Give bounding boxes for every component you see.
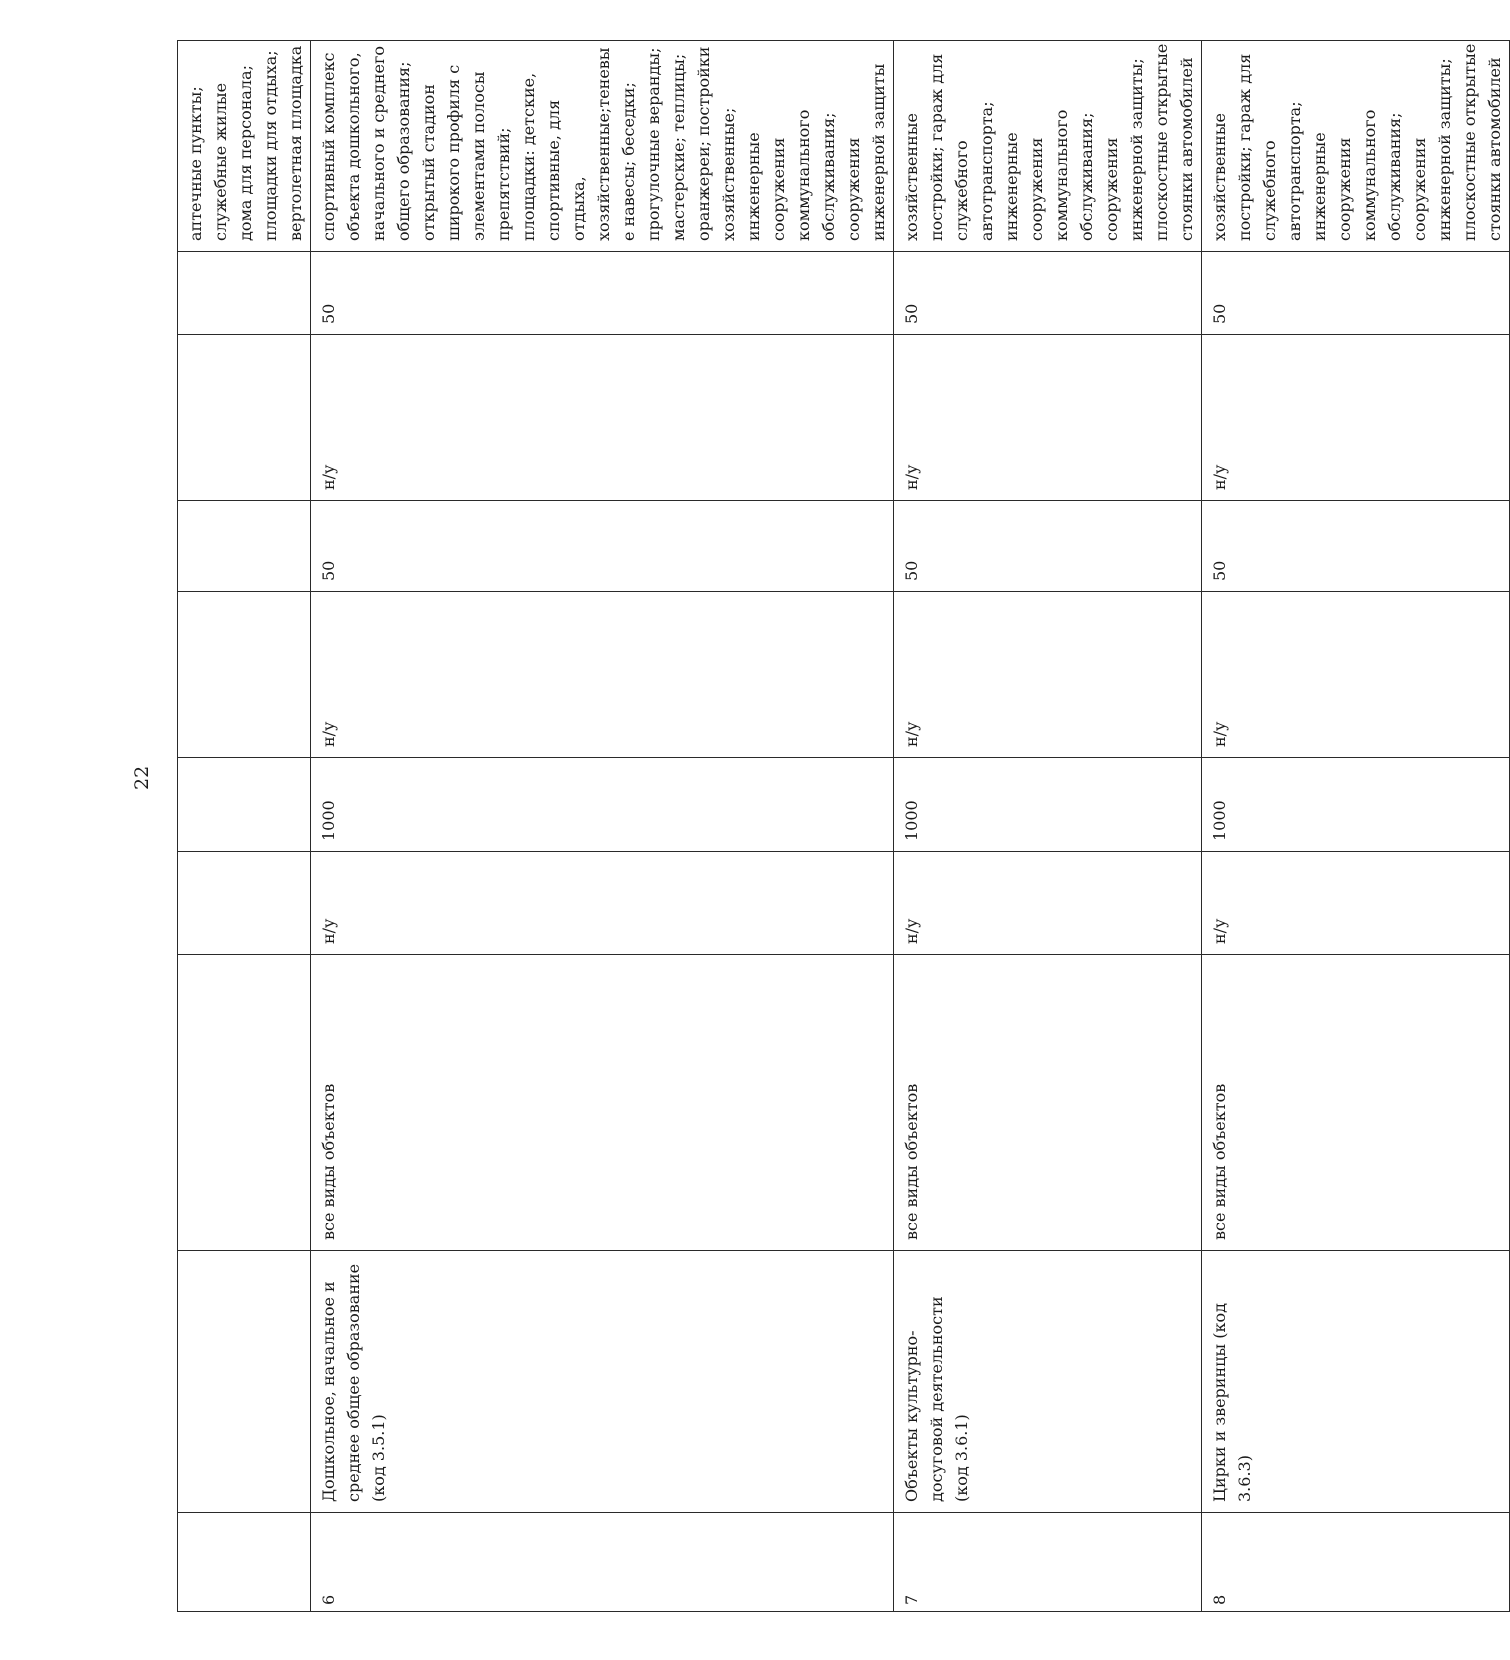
cell-auxiliary-structures: аптечные пункты; служебные жилые дома для персонала; площадки для отдыха; вертолетная площадка — [178, 41, 311, 252]
cell-empty — [178, 592, 311, 758]
cell-min-floors: н/у — [1202, 335, 1510, 501]
cell-object-types: все виды объектов — [311, 955, 894, 1251]
rotated-table-container — [177, 41, 1504, 1612]
cell-object-types: все виды объектов — [894, 955, 1202, 1251]
cell-max-area: 1000 — [311, 758, 894, 852]
cell-auxiliary-structures: спортивный комплекс объекта дошкольного, начального и среднего общего образования; открытый стадион широкого профиля с элементами полосы препятствий; площадки: детские, спортивные, для отдыха, хозяйственные;теневые навесы; беседки; прогулочные веранды; мастерские; теплицы; оранжереи; постройки хозяйственные; инженерные сооружения коммунального обслуживания; сооружения инженерной защиты — [311, 41, 894, 252]
cell-permitted-use: Цирки и зверинцы (код 3.6.3) — [1202, 1251, 1510, 1513]
cell-permitted-use: Дошкольное, начальное и среднее общее образование (код 3.5.1) — [311, 1251, 894, 1513]
cell-auxiliary-structures: хозяйственные постройки; гараж для служебного автотранспорта; инженерные сооружения коммунального обслуживания; сооружения инженерной защиты; плоскостные открытые стоянки автомобилей — [894, 41, 1202, 252]
cell-empty — [178, 955, 311, 1251]
cell-min-setback: н/у — [311, 592, 894, 758]
cell-auxiliary-structures: хозяйственные постройки; гараж для служебного автотранспорта; инженерные сооружения коммунального обслуживания; сооружения инженерной защиты; плоскостные открытые стоянки автомобилей — [1202, 41, 1510, 252]
cell-max-area: 1000 — [1202, 758, 1510, 852]
cell-max-coverage: 50 — [311, 501, 894, 592]
zoning-table — [177, 40, 1510, 1612]
cell-max-area: 1000 — [894, 758, 1202, 852]
cell-empty — [178, 1251, 311, 1513]
cell-max-height: 50 — [1202, 252, 1510, 335]
cell-min-floors: н/у — [894, 335, 1202, 501]
table-row — [894, 41, 1202, 1612]
cell-empty — [178, 335, 311, 501]
cell-empty — [178, 758, 311, 852]
cell-object-types: все виды объектов — [1202, 955, 1510, 1251]
page-number: 22 — [131, 765, 153, 790]
cell-empty — [178, 501, 311, 592]
cell-empty — [178, 252, 311, 335]
table-row-continuation — [178, 41, 311, 1612]
cell-row-number: 7 — [894, 1513, 1202, 1612]
cell-max-height: 50 — [311, 252, 894, 335]
cell-min-setback: н/у — [1202, 592, 1510, 758]
table-row — [1202, 41, 1510, 1612]
cell-min-area: н/у — [1202, 852, 1510, 955]
cell-empty — [178, 852, 311, 955]
cell-max-height: 50 — [894, 252, 1202, 335]
cell-min-area: н/у — [311, 852, 894, 955]
cell-min-setback: н/у — [894, 592, 1202, 758]
cell-max-coverage: 50 — [1202, 501, 1510, 592]
cell-row-number: 8 — [1202, 1513, 1510, 1612]
cell-permitted-use: Объекты культурно-досуговой деятельности (код 3.6.1) — [894, 1251, 1202, 1513]
cell-empty — [178, 1513, 311, 1612]
cell-max-coverage: 50 — [894, 501, 1202, 592]
cell-min-area: н/у — [894, 852, 1202, 955]
table-row — [311, 41, 894, 1612]
cell-row-number: 6 — [311, 1513, 894, 1612]
cell-min-floors: н/у — [311, 335, 894, 501]
